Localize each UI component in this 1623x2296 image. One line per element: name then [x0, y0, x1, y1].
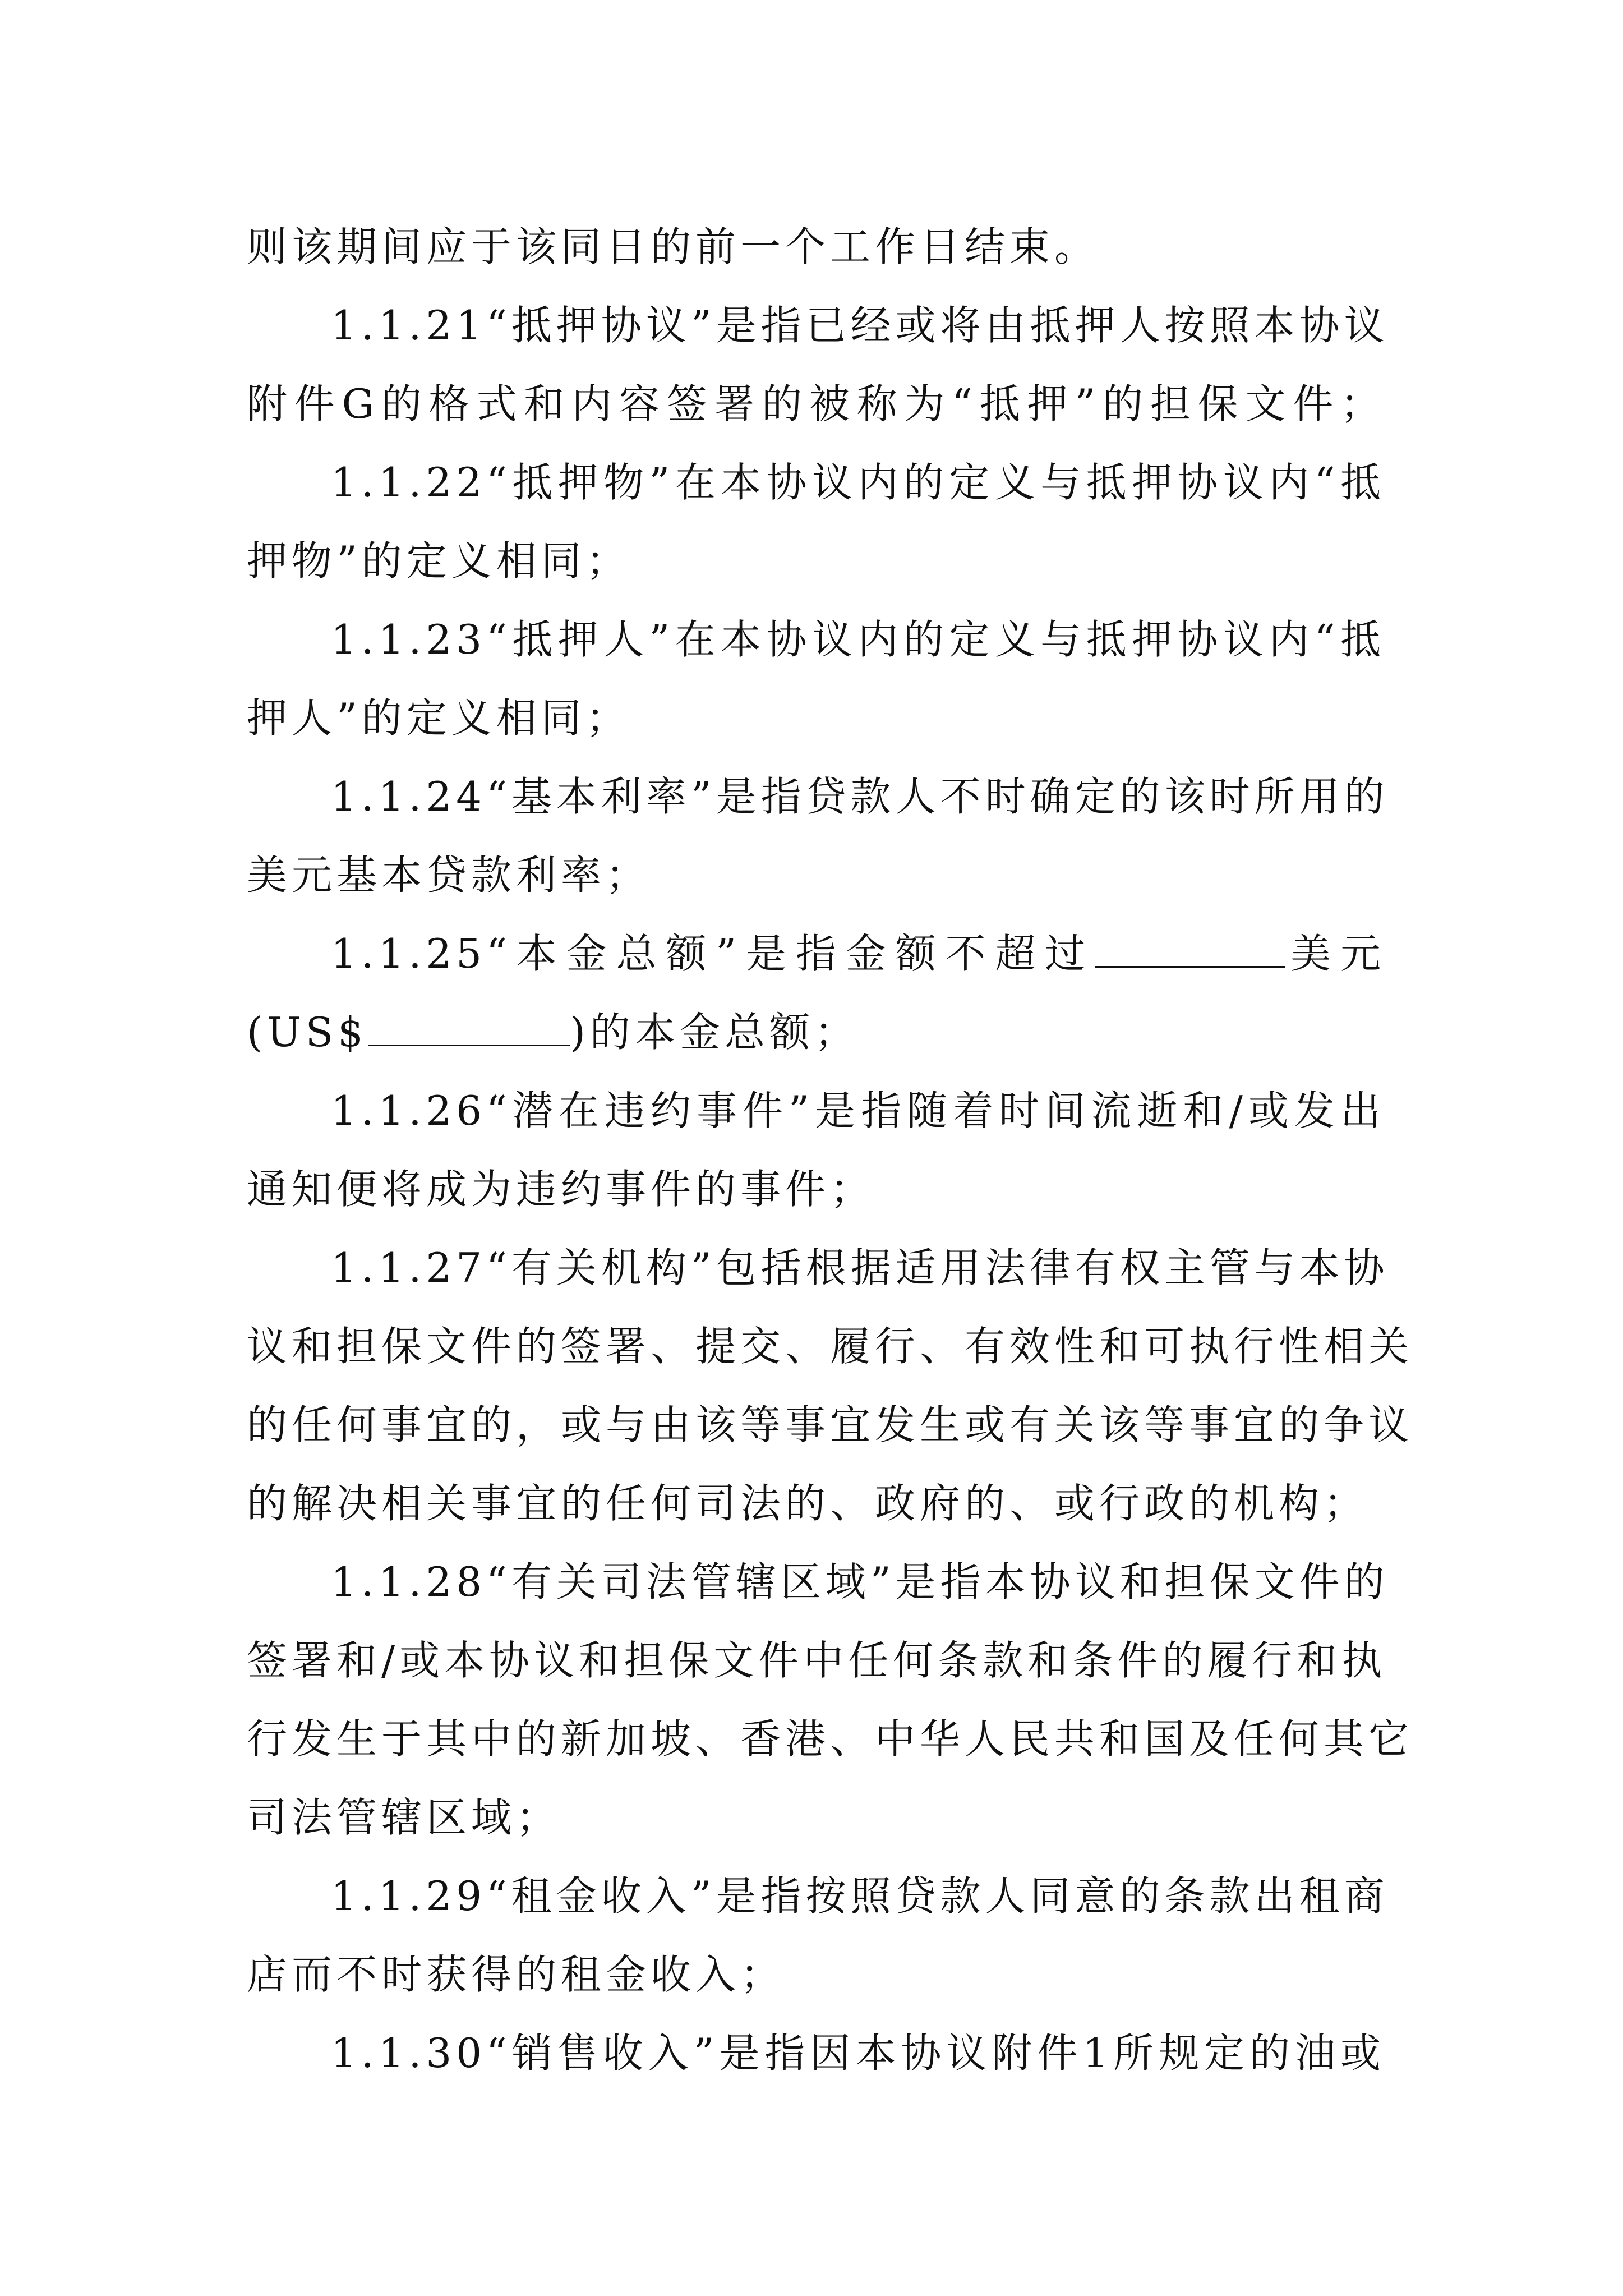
clause-1-1-25-text-c: (US$ — [247, 1009, 368, 1056]
clause-1-1-29-line-1: 1.1.29“租金收入”是指按照贷款人同意的条款出租商 — [331, 1872, 1389, 1920]
clause-1-1-22-line-1: 1.1.22“抵押物”在本协议内的定义与抵押协议内“抵 — [331, 459, 1385, 506]
clause-1-1-27-line-2: 议和担保文件的签署、提交、履行、有效性和可执行性相关 — [247, 1323, 1414, 1370]
clause-1-1-28-line-1: 1.1.28“有关司法管辖区域”是指本协议和担保文件的 — [331, 1558, 1389, 1605]
clause-1-1-27-line-1: 1.1.27“有关机构”包括根据适用法律有权主管与本协 — [331, 1244, 1389, 1291]
clause-1-1-25-text-a: 1.1.25“本金总额”是指金额不超过 — [331, 930, 1095, 977]
clause-1-1-27-line-4: 的解决相关事宜的任何司法的、政府的、或行政的机构； — [247, 1480, 1369, 1527]
clause-1-1-26-line-1: 1.1.26“潜在违约事件”是指随着时间流逝和/或发出 — [331, 1087, 1385, 1134]
clause-1-1-28-line-4: 司法管辖区域； — [247, 1794, 561, 1841]
clause-1-1-25-text-d: )的本金总额； — [569, 1009, 859, 1056]
clause-1-1-21-line-1: 1.1.21“抵押协议”是指已经或将由抵押人按照本协议 — [331, 302, 1389, 349]
clause-1-1-27-line-3: 的任何事宜的，或与由该等事宜发生或有关该等事宜的争议 — [247, 1401, 1414, 1448]
document-body — [247, 208, 1414, 2092]
clause-1-1-26-line-2: 通知便将成为违约事件的事件； — [247, 1166, 875, 1213]
clause-1-1-23-line-2: 押人”的定义相同； — [247, 694, 631, 742]
clause-1-1-29-line-2: 店而不时获得的租金收入； — [247, 1951, 786, 1998]
clause-1-1-25-line-2 — [247, 993, 1385, 1071]
amount-figure-blank — [368, 1010, 570, 1046]
clause-1-1-25-text-b: 美元 — [1285, 930, 1385, 977]
clause-1-1-21-line-2: 附件G的格式和内容签署的被称为“抵押”的担保文件； — [247, 380, 1385, 427]
clause-1-1-30-line-1: 1.1.30“销售收入”是指因本协议附件1所规定的油或 — [331, 2030, 1385, 2077]
clause-1-1-24-line-2: 美元基本贷款利率； — [247, 852, 651, 899]
clause-1-1-28-line-3: 行发生于其中的新加坡、香港、中华人民共和国及任何其它 — [247, 1715, 1414, 1763]
clause-1-1-28-line-2: 签署和/或本协议和担保文件中任何条款和条件的履行和执 — [247, 1637, 1387, 1684]
clause-1-1-23-line-1: 1.1.23“抵押人”在本协议内的定义与抵押协议内“抵 — [331, 616, 1385, 663]
clause-1-1-25-line-1 — [247, 914, 1385, 993]
amount-words-blank — [1095, 931, 1285, 968]
clause-1-1-22-line-2: 押物”的定义相同； — [247, 537, 631, 585]
text-line: 则该期间应于该同日的前一个工作日结束。 — [247, 223, 1100, 270]
clause-1-1-24-line-1: 1.1.24“基本利率”是指贷款人不时确定的该时所用的 — [331, 773, 1389, 820]
